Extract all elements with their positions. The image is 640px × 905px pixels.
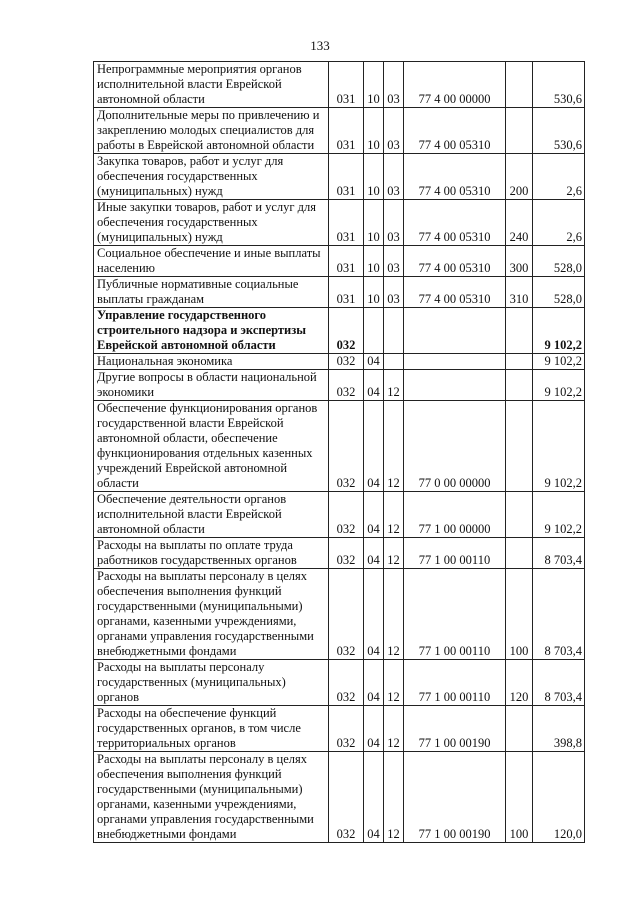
row-name: Национальная экономика (94, 354, 329, 370)
amount: 398,8 (533, 706, 585, 752)
subsection-code (384, 354, 404, 370)
expense-type-code: 100 (506, 569, 533, 660)
expense-type-code: 100 (506, 752, 533, 843)
ministry-code: 032 (329, 569, 364, 660)
ministry-code: 032 (329, 538, 364, 569)
table-row (94, 401, 585, 492)
row-name: Другие вопросы в области национальной экономики (94, 370, 329, 401)
row-name: Непрограммные мероприятия органов исполнительной власти Еврейской автономной области (94, 62, 329, 108)
target-article-code: 77 1 00 00110 (404, 660, 506, 706)
amount: 8 703,4 (533, 569, 585, 660)
expense-type-code: 300 (506, 246, 533, 277)
expense-type-code: 310 (506, 277, 533, 308)
target-article-code: 77 4 00 05310 (404, 277, 506, 308)
subsection-code: 12 (384, 706, 404, 752)
table-row (94, 154, 585, 200)
expense-type-code (506, 401, 533, 492)
amount: 530,6 (533, 62, 585, 108)
target-article-code (404, 370, 506, 401)
row-name: Публичные нормативные социальные выплаты гражданам (94, 277, 329, 308)
subsection-code (384, 308, 404, 354)
row-name: Обеспечение функционирования органов государственной власти Еврейской автономной области, обеспечение функционирования отдельных казенных учреждений Еврейской автономной области (94, 401, 329, 492)
ministry-code: 031 (329, 108, 364, 154)
table-row (94, 108, 585, 154)
ministry-code: 031 (329, 246, 364, 277)
amount: 120,0 (533, 752, 585, 843)
table-row (94, 200, 585, 246)
section-code: 10 (364, 200, 384, 246)
section-code: 04 (364, 354, 384, 370)
amount: 530,6 (533, 108, 585, 154)
amount: 8 703,4 (533, 660, 585, 706)
target-article-code: 77 4 00 05310 (404, 200, 506, 246)
table-row (94, 569, 585, 660)
table-row (94, 370, 585, 401)
row-name: Социальное обеспечение и иные выплаты населению (94, 246, 329, 277)
expense-type-code: 120 (506, 660, 533, 706)
subsection-code: 12 (384, 492, 404, 538)
amount: 9 102,2 (533, 354, 585, 370)
amount: 2,6 (533, 154, 585, 200)
amount: 9 102,2 (533, 492, 585, 538)
amount: 9 102,2 (533, 308, 585, 354)
subsection-code: 03 (384, 246, 404, 277)
subsection-code: 12 (384, 370, 404, 401)
ministry-code: 032 (329, 401, 364, 492)
subsection-code: 12 (384, 569, 404, 660)
subsection-code: 12 (384, 401, 404, 492)
section-code: 10 (364, 154, 384, 200)
subsection-code: 03 (384, 108, 404, 154)
table-row (94, 246, 585, 277)
target-article-code: 77 1 00 00190 (404, 706, 506, 752)
amount: 9 102,2 (533, 401, 585, 492)
expense-type-code (506, 62, 533, 108)
row-name: Расходы на обеспечение функций государственных органов, в том числе территориальных органов (94, 706, 329, 752)
subsection-code: 03 (384, 200, 404, 246)
table-row (94, 706, 585, 752)
ministry-code: 032 (329, 660, 364, 706)
ministry-code: 032 (329, 370, 364, 401)
target-article-code: 77 1 00 00110 (404, 569, 506, 660)
table-row (94, 492, 585, 538)
expense-type-code: 240 (506, 200, 533, 246)
ministry-code: 032 (329, 752, 364, 843)
expense-type-code (506, 370, 533, 401)
amount: 528,0 (533, 246, 585, 277)
subsection-code: 03 (384, 277, 404, 308)
target-article-code: 77 1 00 00110 (404, 538, 506, 569)
target-article-code: 77 4 00 05310 (404, 246, 506, 277)
section-code: 04 (364, 752, 384, 843)
section-code: 10 (364, 277, 384, 308)
row-name: Расходы на выплаты по оплате труда работников государственных органов (94, 538, 329, 569)
section-code: 10 (364, 246, 384, 277)
amount: 2,6 (533, 200, 585, 246)
row-name: Расходы на выплаты персоналу государственных (муниципальных) органов (94, 660, 329, 706)
ministry-code: 031 (329, 62, 364, 108)
expense-type-code (506, 492, 533, 538)
ministry-code: 032 (329, 354, 364, 370)
target-article-code: 77 1 00 00190 (404, 752, 506, 843)
section-code: 04 (364, 370, 384, 401)
target-article-code (404, 308, 506, 354)
table-row (94, 752, 585, 843)
expense-type-code (506, 538, 533, 569)
section-code: 10 (364, 62, 384, 108)
ministry-code: 032 (329, 308, 364, 354)
expense-type-code (506, 108, 533, 154)
row-name: Расходы на выплаты персоналу в целях обеспечения выполнения функций государственными (муниципальными) органами, казенными учреждениями, органами управления государственными внебюджетными фондами (94, 752, 329, 843)
section-code: 04 (364, 492, 384, 538)
page-number: 133 (310, 38, 330, 53)
subsection-code: 12 (384, 752, 404, 843)
target-article-code: 77 0 00 00000 (404, 401, 506, 492)
target-article-code: 77 4 00 05310 (404, 108, 506, 154)
row-name: Расходы на выплаты персоналу в целях обеспечения выполнения функций государственными (муниципальными) органами, казенными учреждениями, органами управления государственными внебюджетными фондами (94, 569, 329, 660)
section-code: 04 (364, 401, 384, 492)
target-article-code: 77 4 00 00000 (404, 62, 506, 108)
table-row (94, 308, 585, 354)
expense-type-code: 200 (506, 154, 533, 200)
row-name: Закупка товаров, работ и услуг для обеспечения государственных (муниципальных) нужд (94, 154, 329, 200)
row-name: Обеспечение деятельности органов исполнительной власти Еврейской автономной области (94, 492, 329, 538)
section-code: 04 (364, 706, 384, 752)
subsection-code: 12 (384, 660, 404, 706)
row-name: Дополнительные меры по привлечению и закреплению молодых специалистов для работы в Еврейской автономной области (94, 108, 329, 154)
row-name: Иные закупки товаров, работ и услуг для обеспечения государственных (муниципальных) нужд (94, 200, 329, 246)
section-code: 04 (364, 569, 384, 660)
target-article-code: 77 1 00 00000 (404, 492, 506, 538)
table-row (94, 354, 585, 370)
budget-table (93, 61, 585, 843)
table-row (94, 538, 585, 569)
ministry-code: 032 (329, 706, 364, 752)
amount: 9 102,2 (533, 370, 585, 401)
target-article-code (404, 354, 506, 370)
expense-type-code (506, 354, 533, 370)
expense-type-code (506, 706, 533, 752)
table-row (94, 660, 585, 706)
table-row (94, 62, 585, 108)
ministry-code: 031 (329, 200, 364, 246)
section-code: 04 (364, 538, 384, 569)
subsection-code: 03 (384, 154, 404, 200)
amount: 528,0 (533, 277, 585, 308)
section-code (364, 308, 384, 354)
ministry-code: 031 (329, 277, 364, 308)
amount: 8 703,4 (533, 538, 585, 569)
table-row (94, 277, 585, 308)
section-code: 10 (364, 108, 384, 154)
section-code: 04 (364, 660, 384, 706)
subsection-code: 12 (384, 538, 404, 569)
subsection-code: 03 (384, 62, 404, 108)
ministry-code: 031 (329, 154, 364, 200)
budget-table-body (94, 62, 585, 843)
row-name: Управление государственного строительного надзора и экспертизы Еврейской автономной области (94, 308, 329, 354)
expense-type-code (506, 308, 533, 354)
target-article-code: 77 4 00 05310 (404, 154, 506, 200)
ministry-code: 032 (329, 492, 364, 538)
